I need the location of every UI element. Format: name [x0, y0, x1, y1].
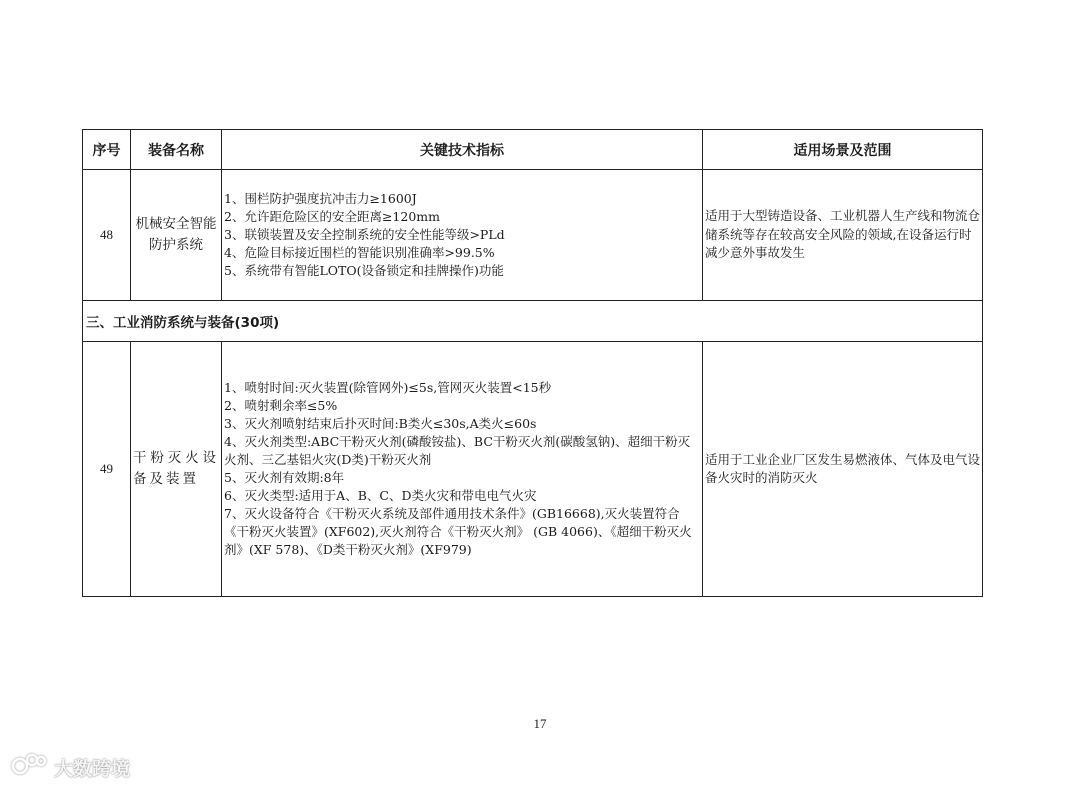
- indicator-item: 1、喷射时间:灭火装置(除管网外)≤5s,管网灭火装置<15秒: [224, 380, 552, 395]
- indicator-item: 2、喷射剩余率≤5%: [224, 398, 338, 413]
- key-indicators: [222, 342, 703, 597]
- indicator-item: 5、系统带有智能LOTO(设备锁定和挂牌操作)功能: [224, 263, 504, 278]
- application-scope: 适用于工业企业厂区发生易燃液体、气体及电气设备火灾时的消防灭火: [703, 342, 983, 597]
- indicator-item: 1、围栏防护强度抗冲击力≥1600J: [224, 191, 417, 206]
- header-row: [83, 130, 983, 170]
- indicator-item: 5、灭火剂有效期:8年: [224, 470, 345, 485]
- table-row: [83, 342, 983, 597]
- table-row: [83, 170, 983, 301]
- header-key-indicators: 关键技术指标: [222, 130, 703, 170]
- indicator-item: 4、灭火剂类型:ABC干粉灭火剂(磷酸铵盐)、BC干粉灭火剂(碳酸氢钠)、超细干粉灭火剂、三乙基铝火灾(D类)干粉灭火剂: [224, 434, 691, 467]
- header-serial: 序号: [83, 130, 131, 170]
- section-heading: 三、工业消防系统与装备(30项): [83, 301, 983, 342]
- section-row: [83, 301, 983, 342]
- watermark: [10, 750, 130, 784]
- header-scope: 适用场景及范围: [703, 130, 983, 170]
- page-number: 17: [533, 716, 547, 731]
- equipment-name: 机械安全智能防护系统: [131, 170, 222, 301]
- indicator-item: 2、允许距危险区的安全距离≥120mm: [224, 209, 440, 224]
- indicator-item: 3、灭火剂喷射结束后扑灭时间:B类火≤30s,A类火≤60s: [224, 416, 537, 431]
- spec-table: [82, 129, 983, 597]
- indicator-item: 7、灭火设备符合《干粉灭火系统及部件通用技术条件》(GB16668),灭火装置符合《干粉灭火装置》(XF602),灭火剂符合《干粉灭火剂》 (GB 4066)、《超细干粉灭火剂》(XF 578)、《D类干粉灭火剂》(XF979): [224, 506, 692, 557]
- indicator-item: 4、危险目标接近围栏的智能识别准确率>99.5%: [224, 245, 495, 260]
- application-scope: 适用于大型铸造设备、工业机器人生产线和物流仓储系统等存在较高安全风险的领域,在设备运行时减少意外事故发生: [703, 170, 983, 301]
- equipment-name: 干粉灭火设备及装置: [131, 342, 222, 597]
- row-number: 48: [83, 170, 131, 301]
- row-number: 49: [83, 342, 131, 597]
- indicator-item: 6、灭火类型:适用于A、B、C、D类火灾和带电电气火灾: [224, 488, 537, 503]
- key-indicators: [222, 170, 703, 301]
- watermark-text: 大数跨境: [54, 757, 131, 780]
- indicator-item: 3、联锁装置及安全控制系统的安全性能等级>PLd: [224, 227, 505, 242]
- watermark-logo-icon: [10, 751, 50, 784]
- header-equipment-name: 装备名称: [131, 130, 222, 170]
